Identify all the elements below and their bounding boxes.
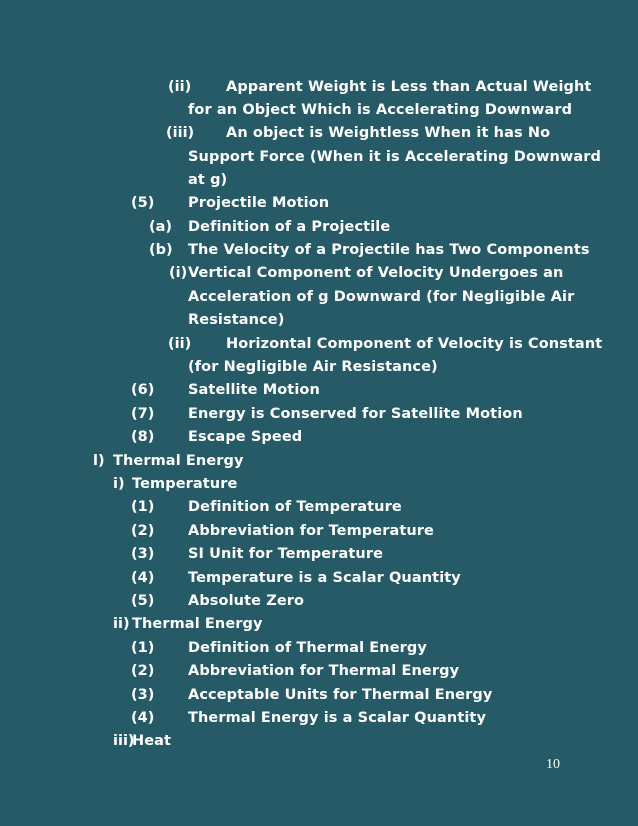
outline-item: Abbreviation for Temperature xyxy=(188,523,434,539)
outline-item: Abbreviation for Thermal Energy xyxy=(188,663,460,679)
outline-marker: (3) xyxy=(131,546,155,562)
outline-item-continuation: (for Negligible Air Resistance) xyxy=(188,359,438,375)
outline-marker: iii) xyxy=(113,733,135,749)
outline-marker: (1) xyxy=(131,640,155,656)
outline-item: Acceptable Units for Thermal Energy xyxy=(188,687,493,703)
outline-item: Satellite Motion xyxy=(188,382,320,398)
outline-item-continuation: at g) xyxy=(188,172,228,188)
outline-marker: l) xyxy=(93,453,105,469)
outline-marker: (8) xyxy=(131,429,155,445)
outline-marker: (2) xyxy=(131,523,155,539)
page-number: 10 xyxy=(546,757,560,772)
outline-item: Definition of a Projectile xyxy=(188,219,391,235)
outline-item: Temperature is a Scalar Quantity xyxy=(188,570,461,586)
outline-marker: (6) xyxy=(131,382,155,398)
outline-item: Projectile Motion xyxy=(188,195,330,211)
subsection-heading: Temperature xyxy=(132,476,238,492)
outline-item-continuation: Support Force (When it is Accelerating Downward xyxy=(188,149,602,165)
outline-item: The Velocity of a Projectile has Two Components xyxy=(188,242,590,258)
outline-item: Vertical Component of Velocity Undergoes an xyxy=(188,265,564,281)
section-heading: Thermal Energy xyxy=(113,453,244,469)
outline-marker: (4) xyxy=(131,710,155,726)
outline-marker: (5) xyxy=(131,195,155,211)
outline-marker: (3) xyxy=(131,687,155,703)
outline-item: Energy is Conserved for Satellite Motion xyxy=(188,406,523,422)
outline-item: Absolute Zero xyxy=(188,593,305,609)
outline-item: Escape Speed xyxy=(188,429,303,445)
subsection-heading: Heat xyxy=(132,733,172,749)
outline-item-continuation: Acceleration of g Downward (for Negligible Air xyxy=(188,289,575,305)
outline-marker: (4) xyxy=(131,570,155,586)
outline-marker: (ii) xyxy=(168,79,192,95)
outline-item: Definition of Thermal Energy xyxy=(188,640,427,656)
outline-item: An object is Weightless When it has No xyxy=(226,125,551,141)
outline-marker: (2) xyxy=(131,663,155,679)
outline-marker: (1) xyxy=(131,499,155,515)
outline-marker: ii) xyxy=(113,616,130,632)
outline-item: Apparent Weight is Less than Actual Weight xyxy=(226,79,592,95)
outline-item: SI Unit for Temperature xyxy=(188,546,383,562)
outline-marker: (7) xyxy=(131,406,155,422)
outline-marker: (ii) xyxy=(168,336,192,352)
outline-marker: (b) xyxy=(149,242,173,258)
subsection-heading: Thermal Energy xyxy=(132,616,263,632)
outline-marker: (5) xyxy=(131,593,155,609)
outline-marker: (a) xyxy=(149,219,173,235)
outline-item: Definition of Temperature xyxy=(188,499,402,515)
outline-item: Thermal Energy is a Scalar Quantity xyxy=(188,710,487,726)
outline-marker: (iii) xyxy=(166,125,195,141)
outline-item-continuation: Resistance) xyxy=(188,312,285,328)
outline-marker: (i) xyxy=(169,265,188,281)
outline-item: Horizontal Component of Velocity is Constant xyxy=(226,336,603,352)
outline-marker: i) xyxy=(113,476,125,492)
outline-item-continuation: for an Object Which is Accelerating Downward xyxy=(188,102,573,118)
